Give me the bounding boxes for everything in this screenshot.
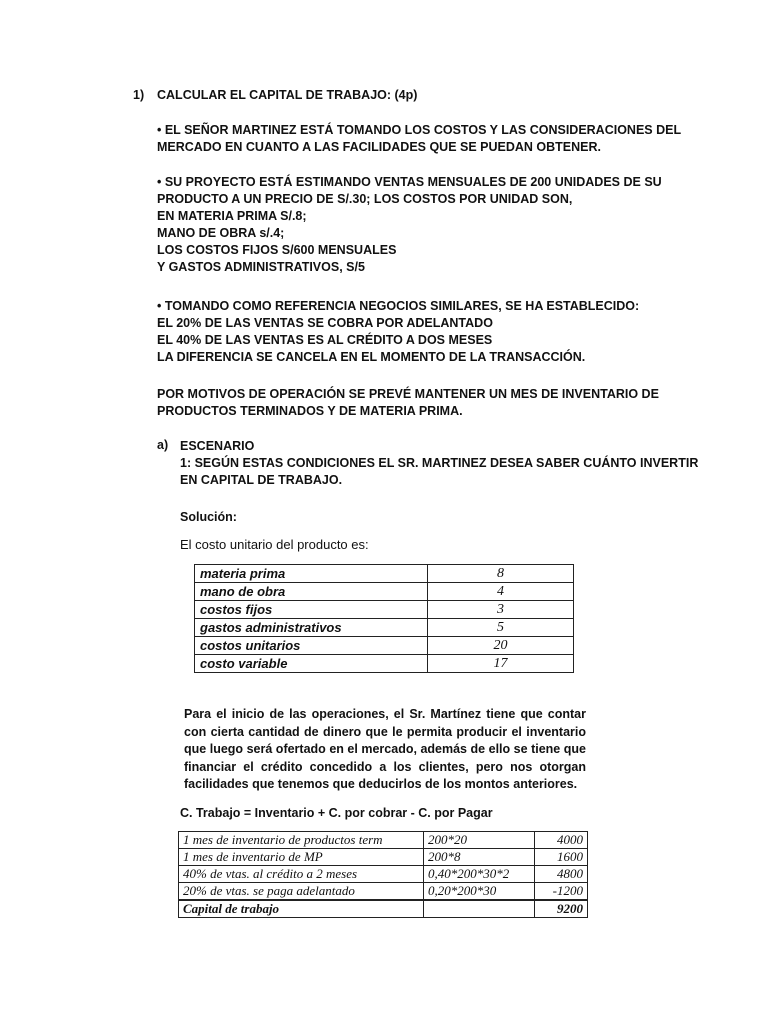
paragraph-4	[157, 386, 659, 420]
table-row	[195, 601, 574, 619]
cost-value: 5	[428, 619, 574, 637]
table-row	[179, 883, 588, 901]
cost-value: 8	[428, 565, 574, 583]
text-line: • SU PROYECTO ESTÁ ESTIMANDO VENTAS MENSUALES DE 200 UNIDADES DE SU	[157, 175, 662, 189]
text-line: EN CAPITAL DE TRABAJO.	[180, 473, 343, 487]
paragraph-2	[157, 174, 662, 276]
cost-value: 20	[428, 637, 574, 655]
text-line: EN MATERIA PRIMA S/.8;	[157, 209, 307, 223]
calc-cell: 200*20	[424, 832, 535, 849]
concept-cell: 1 mes de inventario de productos term	[179, 832, 424, 849]
cost-label: costo variable	[195, 655, 428, 673]
text-line: LOS COSTOS FIJOS S/600 MENSUALES	[157, 243, 397, 257]
amount-cell: 1600	[535, 849, 588, 866]
text-line: ESCENARIO	[180, 439, 255, 453]
paragraph-1	[157, 122, 681, 156]
cost-label: mano de obra	[195, 583, 428, 601]
text-line: PRODUCTO A UN PRECIO DE S/.30; LOS COSTOS POR UNIDAD SON,	[157, 192, 573, 206]
text-line: EL 40% DE LAS VENTAS ES AL CRÉDITO A DOS MESES	[157, 333, 493, 347]
cost-value: 3	[428, 601, 574, 619]
total-row	[179, 900, 588, 918]
section-number: 1)	[133, 88, 145, 102]
text-line: POR MOTIVOS DE OPERACIÓN SE PREVÉ MANTENER UN MES DE INVENTARIO DE	[157, 387, 659, 401]
unit-cost-intro: El costo unitario del producto es:	[180, 537, 369, 552]
text-line: LA DIFERENCIA SE CANCELA EN EL MOMENTO DE LA TRANSACCIÓN.	[157, 350, 586, 364]
calc-cell	[424, 900, 535, 918]
table-row	[179, 849, 588, 866]
concept-cell: Capital de trabajo	[179, 900, 424, 918]
table-row	[179, 866, 588, 883]
working-capital-formula: C. Trabajo = Inventario + C. por cobrar - C. por Pagar	[180, 806, 493, 820]
concept-cell: 1 mes de inventario de MP	[179, 849, 424, 866]
calc-cell: 0,20*200*30	[424, 883, 535, 901]
table-row	[195, 655, 574, 673]
calc-cell: 200*8	[424, 849, 535, 866]
scenario-block	[180, 438, 698, 489]
cost-label: gastos administrativos	[195, 619, 428, 637]
text-line: Y GASTOS ADMINISTRATIVOS, S/5	[157, 260, 365, 274]
section-title: CALCULAR EL CAPITAL DE TRABAJO: (4p)	[157, 88, 418, 102]
text-line: 1: SEGÚN ESTAS CONDICIONES EL SR. MARTINEZ DESEA SABER CUÁNTO INVERTIR	[180, 456, 699, 470]
cost-label: materia prima	[195, 565, 428, 583]
text-line: • TOMANDO COMO REFERENCIA NEGOCIOS SIMILARES, SE HA ESTABLECIDO:	[157, 299, 640, 313]
subsection-label: a)	[157, 438, 169, 452]
table-row	[195, 637, 574, 655]
amount-cell: 4800	[535, 866, 588, 883]
working-capital-table	[178, 831, 588, 918]
table-row	[179, 832, 588, 849]
cost-value: 4	[428, 583, 574, 601]
concept-cell: 40% de vtas. al crédito a 2 meses	[179, 866, 424, 883]
paragraph-3	[157, 298, 639, 366]
table-row	[195, 619, 574, 637]
cost-label: costos fijos	[195, 601, 428, 619]
text-line: PRODUCTOS TERMINADOS Y DE MATERIA PRIMA.	[157, 404, 463, 418]
cost-label: costos unitarios	[195, 637, 428, 655]
amount-cell: 4000	[535, 832, 588, 849]
text-line: MERCADO EN CUANTO A LAS FACILIDADES QUE SE PUEDAN OBTENER.	[157, 140, 602, 154]
concept-cell: 20% de vtas. se paga adelantado	[179, 883, 424, 901]
cost-value: 17	[428, 655, 574, 673]
table-row	[195, 583, 574, 601]
unit-cost-table	[194, 564, 574, 673]
amount-cell: 9200	[535, 900, 588, 918]
text-line: EL 20% DE LAS VENTAS SE COBRA POR ADELANTADO	[157, 316, 493, 330]
text-line: MANO DE OBRA s/.4;	[157, 226, 285, 240]
amount-cell: -1200	[535, 883, 588, 901]
calc-cell: 0,40*200*30*2	[424, 866, 535, 883]
solution-label: Solución:	[180, 510, 237, 524]
text-line: • EL SEÑOR MARTINEZ ESTÁ TOMANDO LOS COSTOS Y LAS CONSIDERACIONES DEL	[157, 123, 682, 137]
explanation-paragraph: Para el inicio de las operaciones, el Sr. Martínez tiene que contar con cierta cantidad de dinero que le permita producir el inventario que luego será ofertado en el mercado, además de ello se tiene que financiar el crédito concedido a los clientes, pero nos otorgan facilidades que tenemos que deducirlos de los montos anteriores.	[184, 707, 586, 791]
table-row	[195, 565, 574, 583]
